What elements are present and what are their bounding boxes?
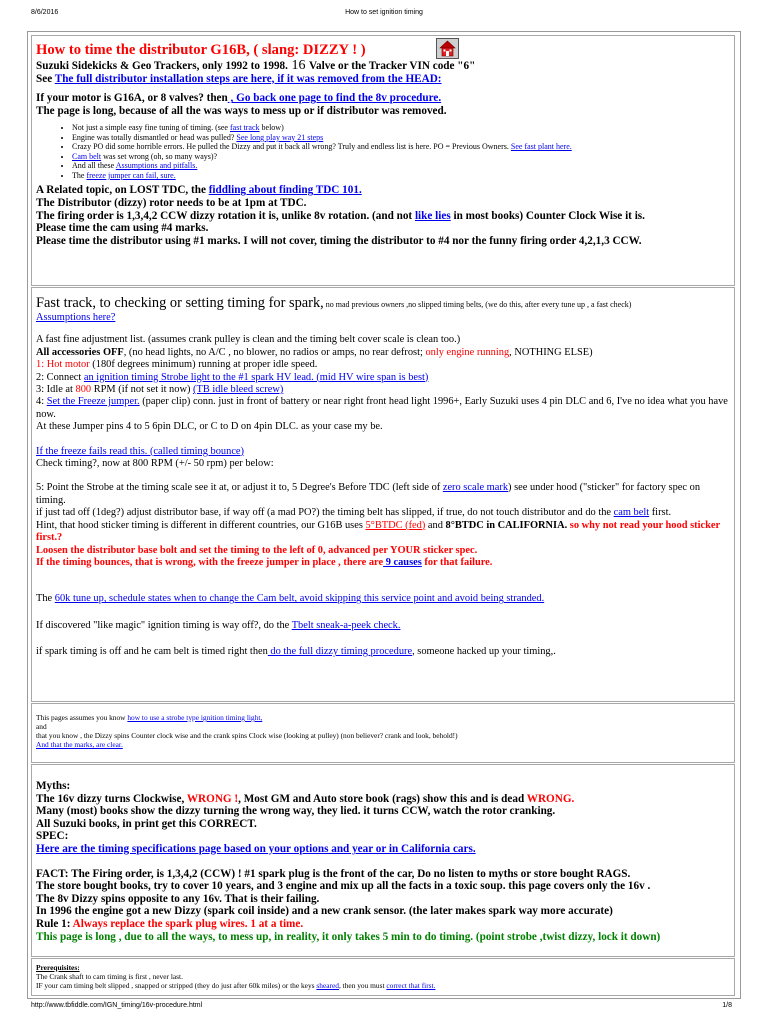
sheared-link[interactable]: sheared bbox=[316, 981, 339, 990]
loosen-line: Loosen the distributor base bolt and set the timing to the left of 0, advanced per YOUR sticker spec. bbox=[36, 544, 478, 556]
firing-order-line: The firing order is 1,3,4,2 CCW dizzy rotation it is, unlike 8v rotation. (and not like lies in most books) Counter Clock Wise it is. bbox=[36, 209, 645, 222]
tune-up-line: The 60k tune up, schedule states when to change the Cam belt, avoid skipping this service point and avoid being stranded. bbox=[36, 593, 545, 605]
myths-section bbox=[31, 764, 735, 957]
store-books-line: The store bought books, try to cover 10 years, and 3 engine and mix up all the facts in a toxic soup. this page covers only the 16v . bbox=[36, 880, 651, 893]
bounce-line: If the timing bounces, that is wrong, with the freeze jumper in place , there are 9 causes for that failure. bbox=[36, 556, 493, 568]
tbelt-peek-link[interactable]: Tbelt sneak-a-peek check. bbox=[291, 619, 401, 631]
step-3: 3: Idle at 800 RPM (if not set it now) (TB idle bleed screw) bbox=[36, 384, 284, 396]
accessories-line: All accessories OFF, (no head lights, no A/C , no blower, no radios or amps, no rear defrost; only engine running, NOTHING ELSE) bbox=[36, 346, 593, 358]
myth-1: The 16v dizzy turns Clockwise, WRONG !, Most GM and Auto store book (rags) show this and is dead WRONG. bbox=[36, 792, 575, 805]
intro-section bbox=[31, 35, 735, 286]
page-number: 1/8 bbox=[722, 1002, 732, 1009]
page-long-line: The page is long, because of all the was ways to mess up or if distributor was removed. bbox=[36, 104, 447, 117]
strobe-know-line: This pages assumes you know how to use a strobe type ignition timing light, bbox=[36, 713, 263, 722]
page-title: How to time the distributor G16B, ( slang: DIZZY ! ) bbox=[36, 42, 366, 58]
fast-track-section bbox=[31, 287, 735, 702]
page-url: http://www.tbfiddle.com/IGN_timing/16v-procedure.html bbox=[31, 1002, 203, 1009]
fine-adjust-line: A fast fine adjustment list. (assumes crank pulley is clean and the timing belt cover scale is clean too.) bbox=[36, 334, 461, 346]
distributor-marks-line: Please time the distributor using #1 marks. I will not cover, timing the distributor to #4 nor the funny firing order 4,2,1,3 CCW. bbox=[36, 234, 642, 247]
list-item: • Engine was totally dismantled or head was pulled? See long play way 21 steps bbox=[72, 133, 730, 143]
and-line: and bbox=[36, 722, 47, 731]
cam-belt-link-2[interactable]: cam belt bbox=[613, 507, 650, 519]
strobe-howto-link[interactable]: how to use a strobe type ignition timing light, bbox=[127, 713, 263, 722]
reason-list bbox=[36, 123, 730, 180]
page-long-green: This page is long , due to all the ways, to mess up, in reality, it only takes 5 min to do timing. (point strobe ,twist dizzy, lock it down) bbox=[36, 930, 661, 943]
magic-line: If discovered "like magic" ignition timing is way off?, do the Tbelt sneak-a-peek check. bbox=[36, 619, 401, 631]
freeze-jumper-link[interactable]: Set the Freeze jumper. bbox=[46, 396, 140, 408]
timing-bounce-link[interactable]: If the freeze fails read this. (called timing bounce) bbox=[36, 445, 245, 457]
step-2: 2: Connect an ignition timing Strobe light to the #1 spark HV lead. (mid HV wire span is best) bbox=[36, 371, 429, 383]
freeze-jumper-fail-link[interactable]: freeze jumper can fail, sure. bbox=[86, 170, 176, 180]
rule-1-line: Rule 1: Always replace the spark plug wires. 1 at a time. bbox=[36, 917, 304, 930]
jumper-pins-line: At these Jumper pins 4 to 5 6pin DLC, or C to D on 4pin DLC. as your case my be. bbox=[36, 421, 383, 433]
install-line: See The full distributor installation steps are here, if it was removed from the HEAD: bbox=[36, 72, 442, 85]
fast-track-heading: Fast track, to checking or setting timing for spark, no mad previous owners ,no slipped timing belts, (we do this, after every tune up , a fast check) bbox=[36, 295, 632, 311]
install-steps-link[interactable]: The full distributor installation steps are here, if it was removed from the HEAD: bbox=[54, 72, 442, 85]
hint-line: Hint, that hood sticker timing is different in different countries, our G16B uses 5°BTDC (fed) and 8°BTDC in CALIFORNIA. so why not read your hood sticker first.? bbox=[36, 519, 720, 544]
list-item: • Cam belt was set wrong (oh, so many ways)? bbox=[72, 152, 730, 162]
step-5: 5: Point the Strobe at the timing scale see it at, or adjust it to, 5 Degree's Before TDC (left side of zero scale mark) see under hood ("sticker" for factory spec on timing. bbox=[36, 482, 701, 506]
list-item: • Crazy PO did some horrible errors. He pulled the Dizzy and put it back all wrong? Truly and endless list is here. PO = Previous Owners. See fast plant here. bbox=[72, 142, 730, 152]
cam-marks-line: Please time the cam using #4 marks. bbox=[36, 222, 209, 235]
1996-line: In 1996 the engine got a new Dizzy (spark coil inside) and a new crank sensor. (the later makes spark way more accurate) bbox=[36, 905, 613, 918]
myth-3: All Suzuki books, in print get this CORRECT. bbox=[36, 817, 257, 830]
marks-clear-link[interactable]: And that the marks, are clear. bbox=[36, 740, 123, 749]
tdc-101-link[interactable]: fiddling about finding TDC 101. bbox=[208, 184, 362, 197]
check-timing-line: Check timing?, now at 800 RPM (+/- 50 rpm) per below: bbox=[36, 458, 274, 470]
tad-off-line: if just tad off (1deg?) adjust distributor base, if way off (a mad PO?) the timing belt has slipped, if true, do not touch distributor and do the cam belt first. bbox=[36, 507, 672, 519]
zero-scale-link[interactable]: zero scale mark bbox=[442, 482, 509, 494]
myths-heading: Myths: bbox=[36, 780, 71, 792]
timing-spec-link[interactable]: Here are the timing specifications page based on your options and year or in California cars. bbox=[36, 842, 476, 855]
print-header bbox=[0, 9, 768, 23]
g16a-line: If your motor is G16A, or 8 valves? then , Go back one page to find the 8v procedure. bbox=[36, 92, 442, 105]
rotation-line: that you know , the Dizzy spins Counter clock wise and the crank spins Clock wise (looking at pulley) (non believer? crank and look, behold!) bbox=[36, 731, 458, 740]
assumptions-pitfalls-link[interactable]: Assumptions and pitfalls. bbox=[115, 161, 198, 171]
spec-heading: SPEC: bbox=[36, 830, 69, 843]
list-item: • Not just a simple easy fine tuning of timing. (see fast track below) bbox=[72, 123, 730, 133]
assumptions-section bbox=[31, 703, 735, 763]
full-dizzy-procedure-link[interactable]: do the full dizzy timing procedure bbox=[267, 646, 413, 658]
cam-belt-link[interactable]: Cam belt bbox=[72, 151, 102, 161]
fast-plant-link[interactable]: See fast plant here. bbox=[510, 142, 572, 152]
prerequisites-heading: Prerequisites: bbox=[36, 963, 80, 972]
list-item: • The freeze jumper can fail, sure. bbox=[72, 171, 730, 181]
step-1: 1: Hot motor (180f degrees minimum) running at proper idle speed. bbox=[36, 359, 318, 371]
distributor-rotor-line: The Distributor (dizzy) rotor needs to be at 1pm at TDC. bbox=[36, 196, 307, 209]
9-causes-link[interactable]: 9 causes bbox=[383, 556, 422, 568]
step-4: 4: Set the Freeze jumper. (paper clip) conn. just in front of battery or near right front head light 1996+, Early Suzuki uses 4 pin DLC and 6, I've no idea what you have now. bbox=[36, 396, 728, 420]
print-date: 8/6/2016 bbox=[31, 9, 59, 16]
assumptions-link[interactable]: Assumptions here? bbox=[36, 312, 116, 323]
vehicle-line: Suzuki Sidekicks & Geo Trackers, only 1992 to 1998. 16 Valve or the Tracker VIN code "6" bbox=[36, 58, 476, 73]
myth-2: Many (most) books show the dizzy turning the wrong way, they lied. it turns CCW, watch the rotor cranking. bbox=[36, 805, 556, 818]
8v-dizzy-line: The 8v Dizzy spins opposite to any 16v. That is their failing. bbox=[36, 892, 320, 905]
list-item: • And all these Assumptions and pitfalls. bbox=[72, 161, 730, 171]
fact-line: FACT: The Firing order, is 1,3,4,2 (CCW) ! #1 spark plug is the front of the car, Do no listen to myths or store bought RAGS. bbox=[36, 867, 631, 880]
related-topic-line: A Related topic, on LOST TDC, the fiddling about finding TDC 101. bbox=[36, 184, 362, 197]
crank-first-line: The Crank shaft to cam timing is first , never last. bbox=[36, 972, 183, 981]
belt-slipped-line: IF your cam timing belt slipped , snapped or stripped (they do just after 60k miles) or the keys sheared, then you must correct that first. bbox=[36, 981, 436, 990]
8v-procedure-link[interactable]: , Go back one page to find the 8v procedure. bbox=[227, 92, 442, 105]
strobe-light-link[interactable]: an ignition timing Strobe light to the #1 spark HV lead. (mid HV wire span is best) bbox=[83, 371, 429, 383]
fed-spec-link[interactable]: 5°BTDC (fed) bbox=[365, 519, 426, 531]
print-title: How to set ignition timing bbox=[345, 9, 423, 16]
60k-tune-up-link[interactable]: 60k tune up, schedule states when to change the Cam belt, avoid skipping this service point and avoid being stranded. bbox=[54, 593, 545, 605]
long-play-link[interactable]: See long play way 21 steps bbox=[236, 132, 324, 142]
home-icon[interactable] bbox=[436, 38, 459, 59]
prerequisites-section bbox=[31, 958, 735, 996]
idle-bleed-link[interactable]: (TB idle bleed screw) bbox=[193, 384, 284, 396]
like-lies-link[interactable]: like lies bbox=[414, 209, 451, 222]
correct-first-link[interactable]: correct that first. bbox=[386, 981, 436, 990]
fast-track-link[interactable]: fast track bbox=[229, 123, 260, 133]
spark-off-line: if spark timing is off and he cam belt is timed right then do the full dizzy timing procedure, someone hacked up your timing,. bbox=[36, 646, 556, 658]
